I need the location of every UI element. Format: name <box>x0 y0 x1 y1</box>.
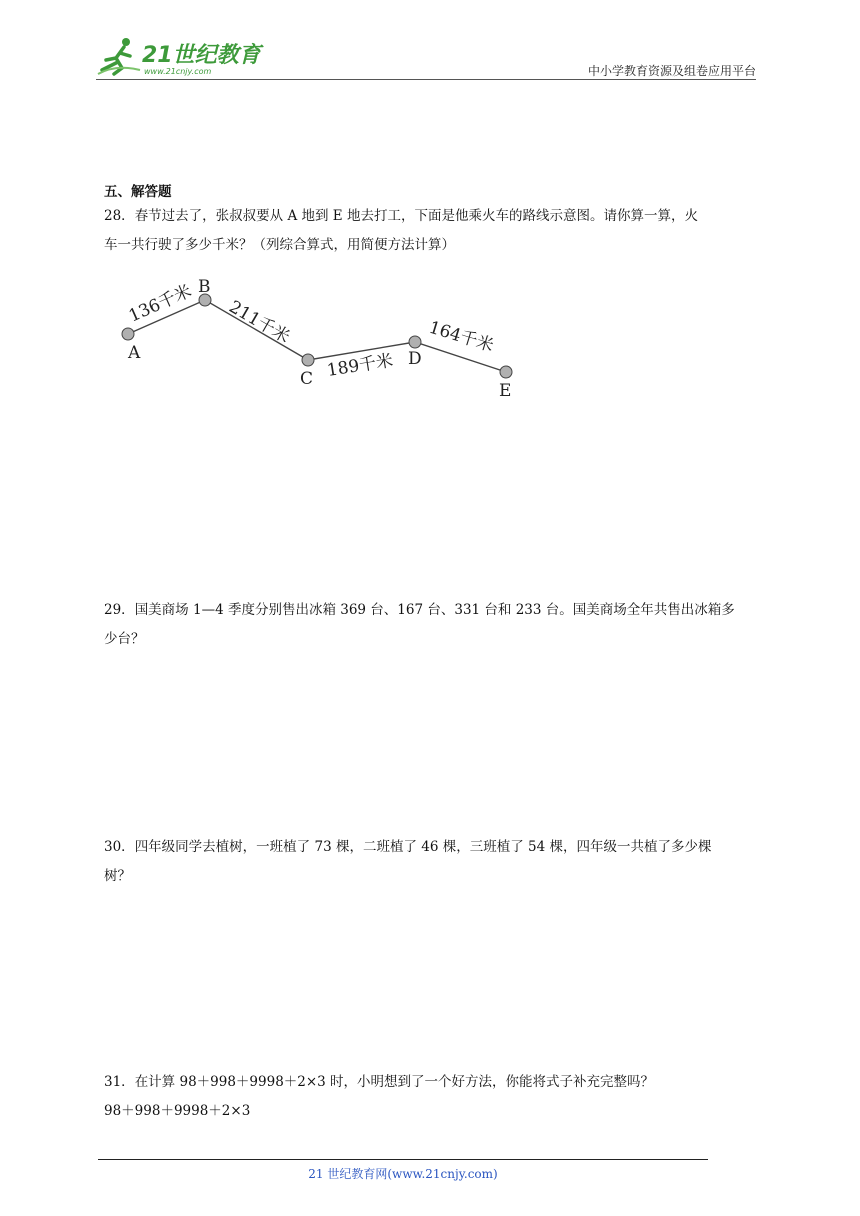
route-diagram <box>110 272 530 402</box>
question-text-line2: 少台？ <box>104 631 145 647</box>
header-divider <box>96 79 756 80</box>
site-logo <box>96 34 266 78</box>
point-a <box>122 328 134 340</box>
footer-divider <box>98 1159 708 1160</box>
segment-bc-label: 211千米 <box>225 297 294 348</box>
question-text-line1: 国美商场 1—4 季度分别售出冰箱 369 台、167 台、331 台和 233 台。国美商场全年共售出冰箱多 <box>134 602 735 618</box>
section-title: 五、解答题 <box>104 184 172 200</box>
segment-ab-label: 136千米 <box>125 281 195 327</box>
point-e <box>500 366 512 378</box>
question-28 <box>104 202 764 260</box>
label-d: D <box>408 349 422 369</box>
question-text-line2: 树？ <box>104 868 131 884</box>
question-text-line1: 在计算 98＋998＋9998＋2×3 时，小明想到了一个好方法，你能将式子补充完整吗？ <box>134 1074 655 1090</box>
question-number: 30． <box>104 839 135 855</box>
question-number: 31． <box>104 1074 135 1090</box>
runner-icon <box>98 38 140 74</box>
question-text-line2: 车一共行驶了多少千米？（列综合算式，用简便方法计算） <box>104 237 455 253</box>
question-number: 29． <box>104 602 135 618</box>
question-text-line1: 春节过去了，张叔叔要从 A 地到 E 地去打工，下面是他乘火车的路线示意图。请你算一算，火 <box>134 208 698 224</box>
label-b: B <box>198 277 211 297</box>
label-a: A <box>128 343 141 363</box>
question-30 <box>104 833 764 891</box>
question-text-line1: 四年级同学去植树，一班植了 73 棵，二班植了 46 棵，三班植了 54 棵，四年级一共植了多少棵 <box>134 839 712 855</box>
footer-text: 21 世纪教育网(www.21cnjy.com) <box>308 1167 498 1181</box>
segment-de-label: 164千米 <box>426 317 496 357</box>
question-29 <box>104 596 764 654</box>
point-c <box>302 354 314 366</box>
point-d <box>409 336 421 348</box>
question-number: 28． <box>104 208 135 224</box>
label-c: C <box>300 369 314 389</box>
expression-line: 98＋998＋9998＋2×3 <box>104 1103 251 1119</box>
question-31 <box>104 1068 764 1126</box>
segment-cd-label: 189千米 <box>325 350 395 381</box>
label-e: E <box>499 381 512 401</box>
logo-url: www.21cnjy.com <box>144 67 212 76</box>
header-tagline: 中小学教育资源及组卷应用平台 <box>587 64 756 78</box>
logo-text: 21世纪教育 <box>142 43 261 68</box>
